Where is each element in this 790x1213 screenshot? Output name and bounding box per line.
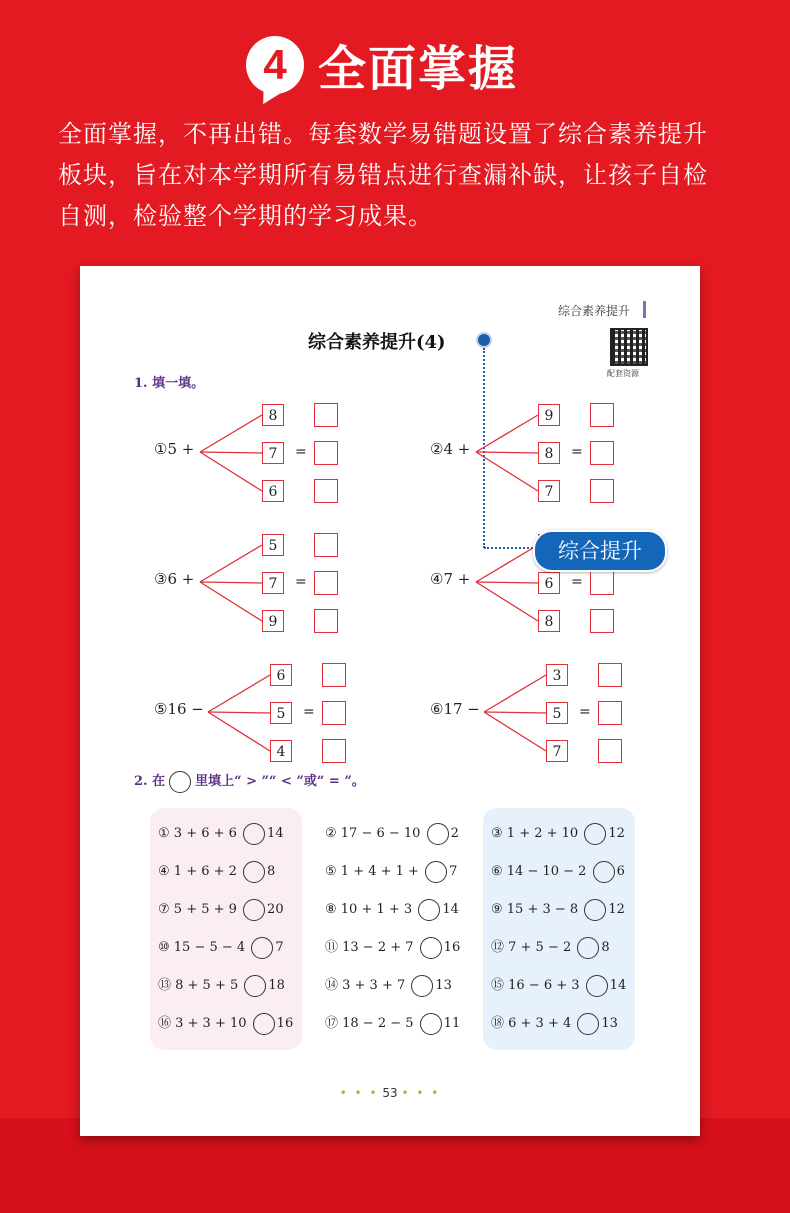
comparison-circle[interactable] [420, 937, 442, 959]
comparison-item [325, 974, 452, 998]
section-1-label: 1. 填一填。 [134, 376, 205, 391]
addend-box: 5 [270, 702, 292, 724]
comparison-right: 14 [609, 978, 627, 993]
comparison-circle[interactable] [251, 937, 273, 959]
comparison-item [491, 1012, 618, 1036]
comparison-right: 11 [443, 1016, 461, 1031]
comparison-right: 13 [601, 1016, 618, 1031]
comparison-item [158, 936, 284, 960]
answer-box[interactable] [590, 609, 614, 633]
addend-box: 8 [538, 610, 560, 632]
comparison-item [491, 860, 625, 884]
comparison-item [158, 1012, 293, 1036]
fan-line [200, 452, 262, 453]
answer-box[interactable] [314, 571, 338, 595]
addend-box: 8 [262, 404, 284, 426]
answer-box[interactable] [322, 701, 346, 725]
fan-line [476, 415, 538, 452]
addend-box: 5 [262, 534, 284, 556]
comparison-right: 7 [449, 864, 458, 879]
equals-sign: = [295, 444, 307, 460]
comparison-left: ⑧ 10 + 1 + 3 [325, 902, 417, 917]
comparison-left: ⑩ 15 − 5 − 4 [158, 940, 250, 955]
comparison-item [491, 822, 625, 846]
answer-box[interactable] [322, 663, 346, 687]
running-head: 综合素养提升 [558, 304, 631, 318]
fan-problem [430, 656, 650, 766]
equals-sign: = [571, 444, 583, 460]
fan-problem [154, 526, 374, 636]
comparison-circle[interactable] [584, 899, 606, 921]
comparison-left: ⑱ 6 + 3 + 4 [491, 1016, 576, 1031]
comparison-circle[interactable] [420, 1013, 442, 1035]
circle-icon [169, 771, 191, 793]
comparison-right: 16 [443, 940, 461, 955]
comparison-left: ⑭ 3 + 3 + 7 [325, 978, 410, 993]
callout-pill: 综合提升 [533, 530, 667, 572]
answer-box[interactable] [598, 739, 622, 763]
page-dots: • • • [401, 1086, 441, 1100]
comparison-item [325, 822, 459, 846]
addend-box: 7 [538, 480, 560, 502]
answer-box[interactable] [314, 609, 338, 633]
comparison-item [325, 1012, 460, 1036]
fan-line [484, 712, 546, 751]
fan-line [476, 545, 538, 582]
answer-box[interactable] [590, 441, 614, 465]
comparison-circle[interactable] [418, 899, 440, 921]
comparison-right: 13 [435, 978, 452, 993]
section-2-prefix: 2. 在 [134, 774, 166, 789]
intro-text [58, 114, 748, 237]
fan-line [484, 675, 546, 712]
fan-line [200, 545, 262, 582]
comparison-right: 18 [268, 978, 285, 993]
intro-line: 自测，检验整个学期的学习成果。 [58, 202, 433, 230]
qr-label: 配套资源 [607, 369, 639, 378]
running-head-bar [643, 301, 646, 318]
page-number-value: 53 [382, 1086, 398, 1100]
comparison-circle[interactable] [243, 861, 265, 883]
addend-box: 9 [262, 610, 284, 632]
comparison-right: 6 [616, 864, 625, 879]
comparison-circle[interactable] [253, 1013, 275, 1035]
comparison-left: ⑮ 16 − 6 + 3 [491, 978, 584, 993]
answer-box[interactable] [598, 663, 622, 687]
comparison-left: ② 17 − 6 − 10 [325, 826, 425, 841]
comparison-left: ⑪ 13 − 2 + 7 [325, 940, 418, 955]
comparison-left: ⑰ 18 − 2 − 5 [325, 1016, 418, 1031]
page-number [80, 1086, 700, 1100]
fan-line [208, 675, 270, 712]
comparison-left: ⑥ 14 − 10 − 2 [491, 864, 591, 879]
answer-box[interactable] [590, 571, 614, 595]
comparison-item [491, 974, 626, 998]
comparison-item [325, 936, 460, 960]
answer-box[interactable] [598, 701, 622, 725]
fan-line [476, 582, 538, 583]
comparison-right: 14 [267, 826, 284, 841]
comparison-right: 7 [275, 940, 284, 955]
comparison-circle[interactable] [244, 975, 266, 997]
equals-sign: = [579, 704, 591, 720]
addend-box: 7 [262, 442, 284, 464]
comparison-right: 14 [442, 902, 459, 917]
comparison-right: 8 [601, 940, 610, 955]
comparison-circle[interactable] [427, 823, 449, 845]
fan-line [476, 452, 538, 491]
comparison-right: 20 [267, 902, 284, 917]
workbook-page [80, 266, 700, 1136]
worksheet-title: 综合素养提升(4) [308, 332, 446, 353]
equals-sign: = [303, 704, 315, 720]
fan-line [200, 452, 262, 491]
addend-box: 7 [546, 740, 568, 762]
fan-expression: ⑥17 − [430, 700, 480, 718]
comparison-circle[interactable] [243, 823, 265, 845]
comparison-item [158, 974, 285, 998]
page-dots: • • • [339, 1086, 379, 1100]
answer-box[interactable] [314, 441, 338, 465]
intro-line: 全面掌握，不再出错。每套数学易错题设置了综合素养提升 [58, 120, 708, 148]
fan-problem [154, 396, 374, 506]
addend-box: 6 [270, 664, 292, 686]
comparison-circle[interactable] [584, 823, 606, 845]
fan-line [200, 582, 262, 583]
comparison-left: ⑨ 15 + 3 − 8 [491, 902, 583, 917]
comparison-right: 2 [450, 826, 459, 841]
addend-box: 8 [538, 442, 560, 464]
comparison-left: ⑦ 5 + 5 + 9 [158, 902, 242, 917]
comparison-right: 12 [608, 826, 625, 841]
answer-box[interactable] [314, 479, 338, 503]
comparison-left: ④ 1 + 6 + 2 [158, 864, 242, 879]
comparison-circle[interactable] [411, 975, 433, 997]
badge-number: 4 [263, 41, 287, 88]
comparison-left: ⑫ 7 + 5 − 2 [491, 940, 576, 955]
fan-line [484, 712, 546, 713]
number-badge [246, 36, 304, 94]
fan-expression: ①5 + [154, 440, 195, 458]
comparison-item [325, 860, 457, 884]
intro-line: 板块，旨在对本学期所有易错点进行查漏补缺，让孩子自检 [58, 161, 708, 189]
comparison-circle[interactable] [425, 861, 447, 883]
page-headline: 全面掌握 [318, 41, 519, 97]
comparison-right: 12 [608, 902, 625, 917]
comparison-right: 16 [276, 1016, 294, 1031]
qr-code-icon[interactable] [610, 328, 648, 366]
addend-box: 9 [538, 404, 560, 426]
section-2-label [134, 770, 365, 793]
addend-box: 7 [262, 572, 284, 594]
fan-expression: ⑤16 − [154, 700, 204, 718]
comparison-left: ⑯ 3 + 3 + 10 [158, 1016, 251, 1031]
fan-expression: ④7 + [430, 570, 471, 588]
comparison-item [325, 898, 459, 922]
fan-problem [154, 656, 374, 766]
comparison-left: ① 3 + 6 + 6 [158, 826, 242, 841]
answer-box[interactable] [590, 479, 614, 503]
addend-box: 5 [546, 702, 568, 724]
comparison-item [158, 860, 275, 884]
fan-problem [430, 396, 650, 506]
answer-box[interactable] [314, 533, 338, 557]
callout-dot-icon [478, 334, 490, 346]
addend-box: 3 [546, 664, 568, 686]
comparison-left: ③ 1 + 2 + 10 [491, 826, 583, 841]
comparison-circle[interactable] [577, 1013, 599, 1035]
addend-box: 4 [270, 740, 292, 762]
equals-sign: = [295, 574, 307, 590]
answer-box[interactable] [314, 403, 338, 427]
comparison-circle[interactable] [243, 899, 265, 921]
comparison-item [491, 898, 625, 922]
fan-expression: ②4 + [430, 440, 471, 458]
comparison-right: 8 [267, 864, 276, 879]
fan-line [200, 415, 262, 452]
equals-sign: = [571, 574, 583, 590]
fan-line [200, 582, 262, 621]
fan-line [208, 712, 270, 751]
answer-box[interactable] [590, 403, 614, 427]
comparison-item [158, 822, 284, 846]
section-2-suffix: 里填上“ > ”“ < ”或“ = ”。 [195, 774, 365, 789]
addend-box: 6 [538, 572, 560, 594]
fan-line [476, 452, 538, 453]
comparison-circle[interactable] [577, 937, 599, 959]
comparison-item [158, 898, 284, 922]
fan-expression: ③6 + [154, 570, 195, 588]
addend-box: 6 [262, 480, 284, 502]
fan-line [208, 712, 270, 713]
comparison-circle[interactable] [593, 861, 615, 883]
fan-line [476, 582, 538, 621]
answer-box[interactable] [322, 739, 346, 763]
comparison-left: ⑤ 1 + 4 + 1 + [325, 864, 424, 879]
comparison-item [491, 936, 610, 960]
comparison-left: ⑬ 8 + 5 + 5 [158, 978, 243, 993]
comparison-circle[interactable] [586, 975, 608, 997]
